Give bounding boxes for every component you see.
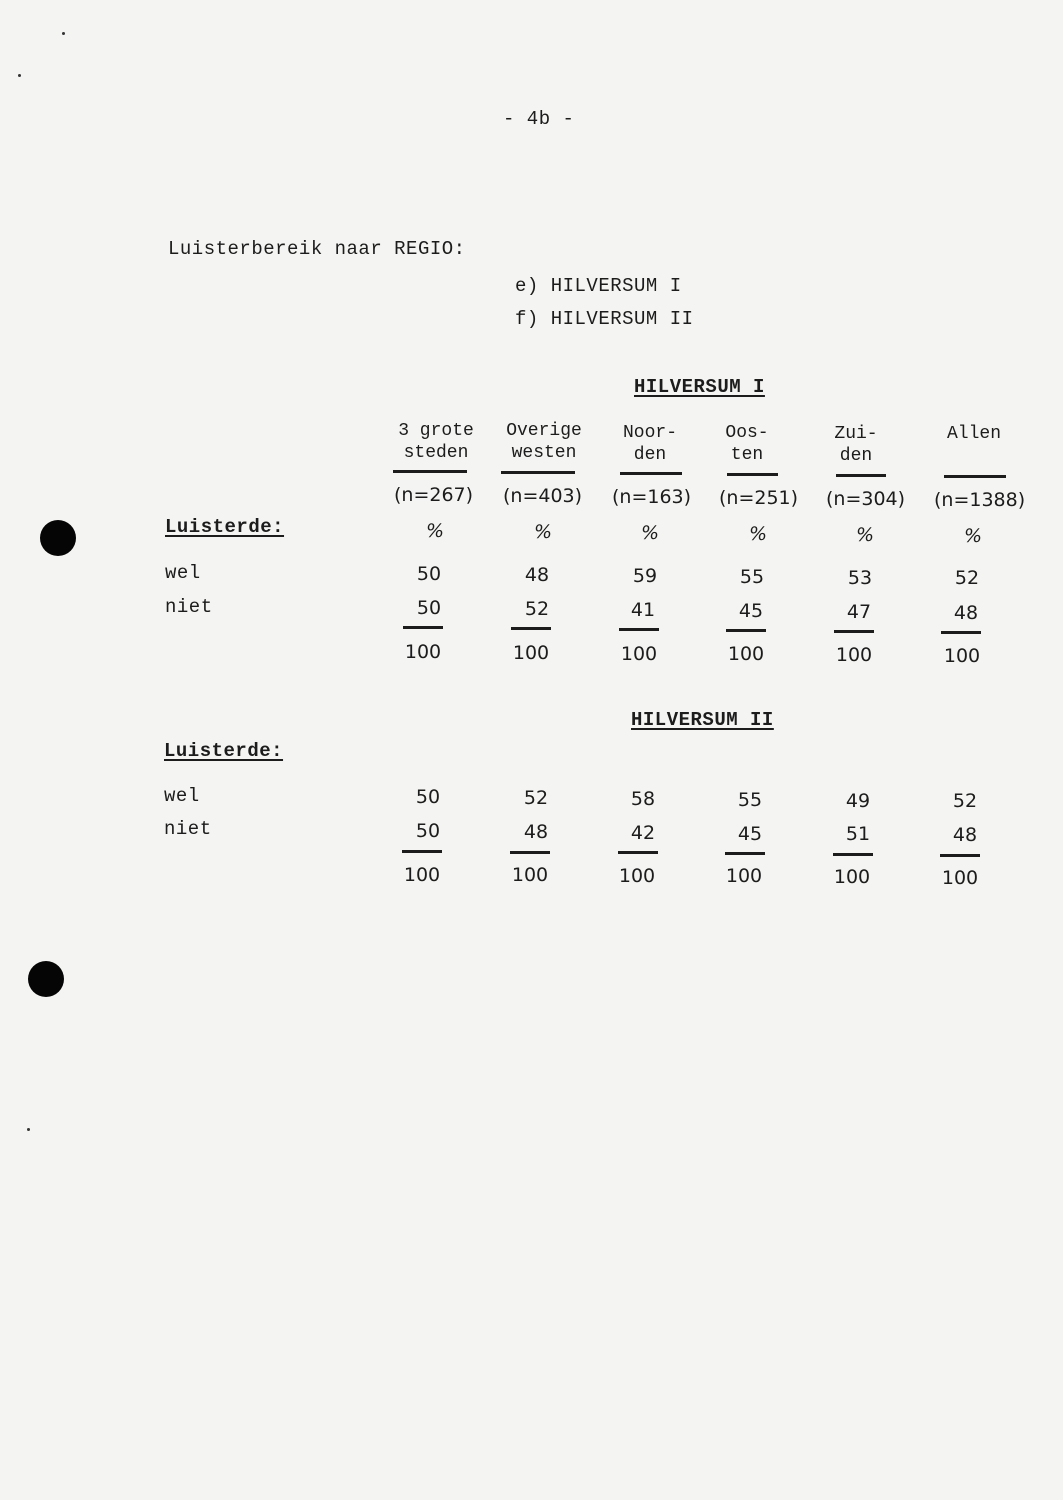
table-total: 100 xyxy=(620,643,658,665)
sum-rule xyxy=(725,852,765,855)
section-title-hilversum-1: HILVERSUM I xyxy=(634,376,765,398)
page-heading: Luisterbereik naar REGIO: xyxy=(168,238,466,260)
column-header-oosten xyxy=(697,422,797,466)
table-total: 100 xyxy=(512,642,550,664)
table-cell: 45 xyxy=(738,600,764,622)
table-cell: 51 xyxy=(845,823,871,845)
column-n-count: (n=1388) xyxy=(934,489,1026,511)
table-cell: 48 xyxy=(523,821,549,843)
table-cell: 58 xyxy=(630,788,656,810)
table-total: 100 xyxy=(511,864,549,886)
table-cell: 50 xyxy=(416,597,442,619)
table-cell: 47 xyxy=(846,601,872,623)
column-header-3-grote-steden xyxy=(386,420,486,464)
sum-rule xyxy=(619,628,659,631)
table-cell: 48 xyxy=(952,824,978,846)
table-cell: 53 xyxy=(847,567,873,589)
column-header-line1: Noor- xyxy=(622,423,677,443)
table-cell: 50 xyxy=(416,563,442,585)
header-rule xyxy=(836,474,886,477)
sum-rule xyxy=(941,631,981,634)
table-total: 100 xyxy=(404,641,442,663)
table-total: 100 xyxy=(835,644,873,666)
column-header-line2: den xyxy=(839,446,873,466)
sum-rule xyxy=(510,851,550,854)
speck xyxy=(18,74,21,77)
column-header-allen xyxy=(924,423,1024,445)
row-label-wel: wel xyxy=(165,562,201,584)
column-n-count: (n=163) xyxy=(612,486,692,508)
table-cell: 52 xyxy=(523,787,549,809)
column-header-line1: Oos- xyxy=(725,423,769,443)
column-header-line1: 3 grote xyxy=(398,421,474,441)
column-n-count: (n=403) xyxy=(503,485,583,507)
table-total: 100 xyxy=(943,645,981,667)
table-cell: 55 xyxy=(737,789,763,811)
table-total: 100 xyxy=(618,865,656,887)
sum-rule xyxy=(618,851,658,854)
sum-rule xyxy=(726,629,766,632)
percent-symbol: % xyxy=(640,522,660,544)
sub-item-e: e) HILVERSUM I xyxy=(515,275,682,297)
row-group-label: Luisterde: xyxy=(164,740,284,762)
column-n-count: (n=251) xyxy=(719,487,799,509)
table-cell: 52 xyxy=(524,598,550,620)
table-total: 100 xyxy=(403,864,441,886)
section-title-hilversum-2: HILVERSUM II xyxy=(631,709,774,731)
column-header-zuiden xyxy=(806,423,906,467)
header-rule xyxy=(620,472,682,475)
percent-symbol: % xyxy=(855,524,875,546)
column-header-overige-westen xyxy=(494,420,594,464)
table-cell: 50 xyxy=(415,786,441,808)
header-rule xyxy=(727,473,778,476)
table-cell: 52 xyxy=(954,567,980,589)
column-n-count: (n=267) xyxy=(394,484,474,506)
sum-rule xyxy=(833,853,873,856)
table-cell: 48 xyxy=(953,602,979,624)
punch-hole-bottom xyxy=(28,961,64,997)
column-header-line1: Overige xyxy=(506,421,582,441)
column-header-line2: westen xyxy=(511,443,577,463)
page-number: - 4b - xyxy=(503,108,575,130)
table-cell: 45 xyxy=(737,823,763,845)
header-rule xyxy=(393,470,467,473)
column-header-line1: Zui- xyxy=(834,424,878,444)
speck xyxy=(62,32,65,35)
column-header-noorden xyxy=(600,422,700,466)
table-total: 100 xyxy=(941,867,979,889)
column-header-line2: steden xyxy=(403,443,469,463)
header-rule xyxy=(501,471,575,474)
percent-symbol: % xyxy=(963,525,983,547)
column-n-count: (n=304) xyxy=(826,488,906,510)
percent-symbol: % xyxy=(748,523,768,545)
sum-rule xyxy=(511,627,551,630)
column-header-line2: ten xyxy=(730,445,764,465)
punch-hole-top xyxy=(40,520,76,556)
table-cell: 49 xyxy=(845,790,871,812)
sum-rule xyxy=(834,630,874,633)
table-total: 100 xyxy=(725,865,763,887)
table-cell: 41 xyxy=(630,599,656,621)
sum-rule xyxy=(402,850,442,853)
sum-rule xyxy=(940,854,980,857)
table-cell: 59 xyxy=(632,565,658,587)
table-cell: 48 xyxy=(524,564,550,586)
speck xyxy=(27,1128,30,1131)
table-cell: 50 xyxy=(415,820,441,842)
sum-rule xyxy=(403,626,443,629)
percent-symbol: % xyxy=(533,521,553,543)
table-total: 100 xyxy=(727,643,765,665)
row-label-wel: wel xyxy=(164,785,200,807)
sub-item-f: f) HILVERSUM II xyxy=(515,308,694,330)
table-cell: 52 xyxy=(952,790,978,812)
table-total: 100 xyxy=(833,866,871,888)
column-header-line1: Allen xyxy=(946,424,1001,444)
header-rule xyxy=(944,475,1006,478)
table-cell: 55 xyxy=(739,566,765,588)
row-label-niet: niet xyxy=(164,818,212,840)
row-group-label: Luisterde: xyxy=(165,516,285,538)
row-label-niet: niet xyxy=(165,596,213,618)
percent-symbol: % xyxy=(425,520,445,542)
table-cell: 42 xyxy=(630,822,656,844)
column-header-line2: den xyxy=(633,445,667,465)
